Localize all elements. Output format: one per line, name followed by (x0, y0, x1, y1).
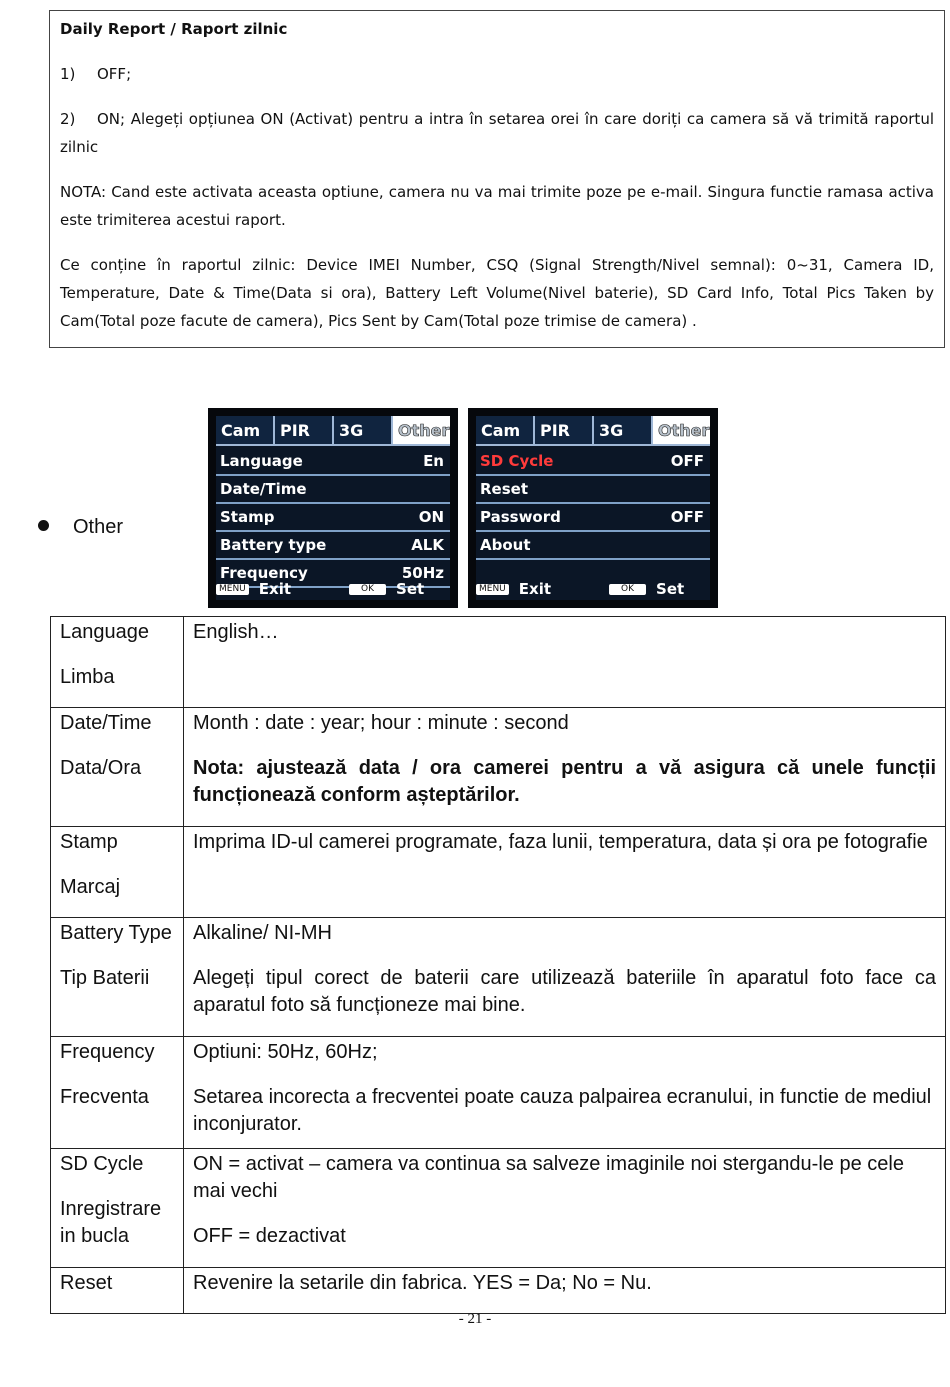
menu-row-stamp[interactable] (216, 504, 450, 532)
row-label: Battery type (220, 536, 327, 554)
row-value: 50Hz (401, 564, 444, 582)
setting-desc: English… (193, 621, 279, 643)
setting-label-cell (51, 827, 184, 918)
setting-label-ro: Tip Baterii (60, 967, 150, 989)
menu-row-reset[interactable] (476, 476, 710, 504)
setting-label-ro: Inregistrare in bucla (60, 1198, 162, 1247)
setting-desc-cell (184, 827, 946, 918)
row-label: Language (220, 452, 303, 470)
table-row-battery-type (51, 918, 946, 1037)
other-bullet (38, 516, 123, 539)
menu-key-icon: MENU (216, 584, 249, 595)
item-text: OFF; (97, 65, 132, 83)
set-label[interactable]: Set (656, 580, 685, 598)
setting-label-ro: Data/Ora (60, 757, 142, 779)
screen-tabs (476, 416, 710, 446)
menu-row-password[interactable] (476, 504, 710, 532)
item-number: 2) (60, 110, 76, 128)
tab-pir[interactable]: PIR (275, 416, 334, 446)
setting-desc-cell (184, 918, 946, 1037)
setting-note: OFF = dezactivat (193, 1225, 346, 1247)
setting-label-ro: Marcaj (60, 876, 121, 898)
setting-desc-cell (184, 1037, 946, 1149)
setting-label-cell (51, 1149, 184, 1268)
setting-label-en: Stamp (60, 831, 118, 853)
setting-label-cell (51, 918, 184, 1037)
setting-desc-cell (184, 617, 946, 708)
exit-label[interactable]: Exit (258, 580, 292, 598)
ok-key-icon: OK (609, 584, 646, 595)
setting-note: Alegeți tipul corect de baterii care utilizează bateriile în aparatul foto face ca aparatul foto să funcționeze mai bine. (193, 967, 936, 1016)
row-value: En (423, 452, 444, 470)
row-label: About (480, 536, 531, 554)
daily-report-box (49, 10, 945, 348)
settings-table (50, 616, 946, 1314)
screen-footer (216, 578, 450, 600)
setting-label-en: Frequency (60, 1041, 155, 1063)
screen-footer (476, 578, 710, 600)
tab-cam[interactable]: Cam (216, 416, 275, 446)
row-label: Password (480, 508, 561, 526)
setting-label-en: SD Cycle (60, 1153, 144, 1175)
report-item-on (60, 105, 934, 161)
menu-rows (476, 448, 710, 560)
tab-3g[interactable]: 3G (594, 416, 653, 446)
camera-screen-other-page-2 (468, 408, 718, 608)
setting-desc: ON = activat – camera va continua sa salveze imaginile noi stergandu-le pe cele mai vechi (193, 1153, 904, 1202)
setting-desc-cell (184, 1149, 946, 1268)
menu-row-language[interactable] (216, 448, 450, 476)
setting-label-en: Date/Time (60, 712, 152, 734)
menu-row-sd-cycle[interactable] (476, 448, 710, 476)
menu-key-icon: MENU (476, 584, 509, 595)
ok-key-icon: OK (349, 584, 386, 595)
row-label: Date/Time (220, 480, 307, 498)
daily-report-title: Daily Report / Raport zilnic (60, 20, 288, 38)
setting-note: Nota: ajustează data / ora camerei pentru a vă asigura că unele funcții funcționează conform așteptărilor. (193, 757, 936, 806)
menu-row-about[interactable] (476, 532, 710, 560)
setting-desc: Revenire la setarile din fabrica. YES = Da; No = Nu. (193, 1272, 652, 1294)
row-value: ON (418, 508, 444, 526)
setting-label-en: Reset (60, 1272, 113, 1294)
row-value: OFF (670, 508, 704, 526)
setting-desc: Month : date : year; hour : minute : second (193, 712, 569, 734)
tab-other[interactable]: Other (393, 416, 450, 446)
item-number: 1) (60, 65, 76, 83)
exit-label[interactable]: Exit (518, 580, 552, 598)
report-contents: Ce conține în raportul zilnic: Device IMEI Number, CSQ (Signal Strength/Nivel semnal): 0~31, Camera ID, Temperature, Date & Time(Data si ora), Battery Left Volume(Nivel baterie), SD Card Info, Total Pics Taken by Cam(Total poze facute de camera), Pics Sent by Cam(Total poze trimise de camera) . (60, 256, 934, 330)
setting-label-en: Language (60, 621, 149, 643)
table-row-language (51, 617, 946, 708)
menu-row-datetime[interactable] (216, 476, 450, 504)
setting-desc: Optiuni: 50Hz, 60Hz; (193, 1041, 378, 1063)
row-label: Reset (480, 480, 528, 498)
setting-label-en: Battery Type (60, 922, 172, 944)
set-label[interactable]: Set (396, 580, 425, 598)
setting-label-ro: Limba (60, 666, 115, 688)
page-number: - 21 - (458, 1311, 492, 1327)
tab-3g[interactable]: 3G (334, 416, 393, 446)
item-text: ON; Alegeți opțiunea ON (Activat) pentru a intra în setarea orei în care doriți ca camera să vă trimită raportul zilnic (60, 110, 934, 156)
tab-other[interactable]: Other (653, 416, 710, 446)
setting-desc-cell (184, 1268, 946, 1314)
setting-desc-cell (184, 708, 946, 827)
camera-screen-other-page-1 (208, 408, 458, 608)
report-note: NOTA: Cand este activata aceasta optiune, camera nu va mai trimite poze pe e-mail. Singura functie ramasa activa este trimiterea acestui raport. (60, 183, 934, 229)
screen-display (476, 416, 710, 600)
row-value: OFF (670, 452, 704, 470)
report-item-off (60, 60, 934, 88)
row-value: ALK (411, 536, 444, 554)
bullet-label: Other (73, 516, 124, 538)
setting-label-cell (51, 617, 184, 708)
table-row-sd-cycle (51, 1149, 946, 1268)
tab-cam[interactable]: Cam (476, 416, 535, 446)
setting-desc: Alkaline/ NI-MH (193, 922, 332, 944)
tab-pir[interactable]: PIR (535, 416, 594, 446)
setting-label-cell (51, 1037, 184, 1149)
setting-label-cell (51, 708, 184, 827)
setting-label-cell (51, 1268, 184, 1314)
setting-desc: Imprima ID-ul camerei programate, faza lunii, temperatura, data și ora pe fotografie (193, 831, 928, 853)
row-label: SD Cycle (480, 452, 554, 470)
menu-row-battery-type[interactable] (216, 532, 450, 560)
setting-note: Setarea incorecta a frecventei poate cauza palpairea ecranului, in functie de mediul inconjurator. (193, 1086, 932, 1135)
table-row-frequency (51, 1037, 946, 1149)
setting-label-ro: Frecventa (60, 1086, 149, 1108)
table-row-stamp (51, 827, 946, 918)
row-label: Stamp (220, 508, 275, 526)
screen-display (216, 416, 450, 600)
table-row-datetime (51, 708, 946, 827)
bullet-dot-icon (38, 520, 49, 531)
screen-tabs (216, 416, 450, 446)
table-row-reset (51, 1268, 946, 1314)
menu-rows (216, 448, 450, 588)
row-label: Frequency (220, 564, 308, 582)
